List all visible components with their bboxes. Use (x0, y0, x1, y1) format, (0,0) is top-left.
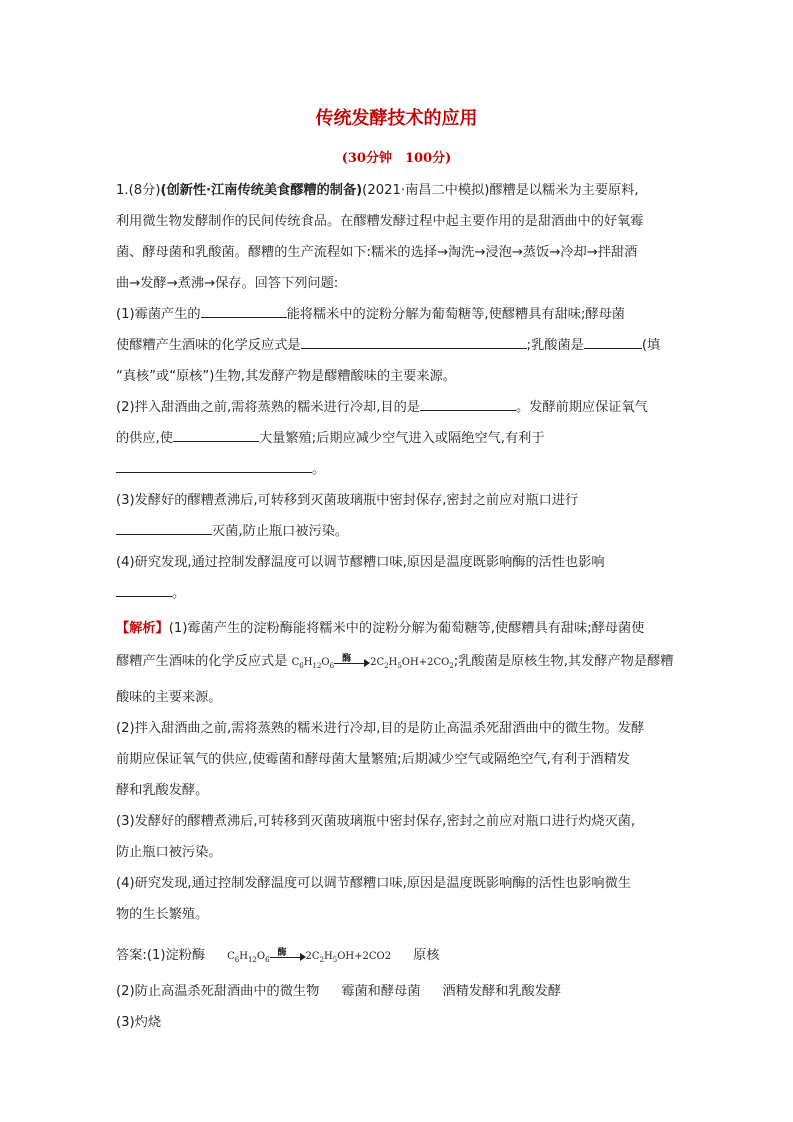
reaction-arrow-icon (270, 947, 306, 962)
question-part-3: (3)发酵好的醪糟煮沸后,可转移到灭菌玻璃瓶中密封保存,密封之前应对瓶口进行 (116, 493, 579, 508)
analysis-line: 酵和乳酸发酵。 (116, 783, 209, 798)
question-part-2 (116, 392, 678, 423)
enzyme-label: 酶 (342, 653, 352, 664)
text-span: (1)淀粉酶 (146, 948, 206, 963)
text-span: ;乳酸菌是 (526, 338, 584, 353)
text-span: (1)霉菌产生的 (116, 307, 201, 322)
answer-line: (3)灼烧 (116, 1015, 162, 1030)
text-span: 。 (172, 586, 186, 601)
analysis-line: (4)研究发现,通过控制发酵温度可以调节醪糟口味,原因是温度既影响酶的活性也影响微生 (116, 876, 631, 891)
text-span: (2)拌入甜酒曲之前,需将蒸熟的糯米进行冷却,目的是 (116, 400, 420, 415)
analysis-line: 物的生长繁殖。 (116, 907, 209, 922)
analysis-label: 【解析】 (116, 621, 169, 636)
question-tag: (创新性·江南传统美食醪糟的制备) (160, 183, 363, 198)
answer-blank (173, 427, 259, 442)
analysis-line: 前期应保证氧气的供应,使霉菌和酵母菌大量繁殖;后期减少空气或隔绝空气,有利于酒精发 (116, 752, 630, 767)
analysis-equation-line (116, 646, 678, 682)
text-span: 大量繁殖;后期应减少空气进入或隔绝空气,有利于 (258, 431, 545, 446)
answer-line (116, 940, 678, 976)
analysis-line (116, 613, 678, 644)
answer-line (116, 976, 678, 1007)
page-title: 传统发酵技术的应用 (315, 108, 478, 129)
text-span: 的供应,使 (116, 431, 173, 446)
answer-blank (301, 334, 527, 349)
text-span: (填 (641, 338, 661, 353)
text-span: 霉菌和酵母菌 (341, 984, 421, 999)
question-part-1 (116, 299, 678, 330)
question-part-4-line2 (116, 578, 678, 609)
question-intro-line: 利用微生物发酵制作的民间传统食品。在醪糟发酵过程中起主要作用的是甜酒曲中的好氧霉 (116, 214, 644, 229)
text-span: 使醪糟产生酒味的化学反应式是 (116, 338, 301, 353)
question-part-3-line2 (116, 516, 678, 547)
question-intro-line: 曲→发酵→煮沸→保存。回答下列问题: (116, 276, 339, 291)
question-part-2-line2 (116, 423, 678, 454)
answer-blank (116, 458, 312, 473)
question-part-1-line3: “真核”或“原核”)生物,其发酵产物是醪糟酸味的主要来源。 (116, 369, 456, 384)
question-source: (2021·南昌二中模拟) (362, 183, 490, 198)
analysis-line: 防止瓶口被污染。 (116, 845, 222, 860)
answer-blank (116, 582, 172, 597)
answer-blank (420, 396, 516, 411)
question-number: 1. (116, 183, 129, 198)
analysis-line: (3)发酵好的醪糟煮沸后,可转移到灭菌玻璃瓶中密封保存,密封之前应对瓶口进行灼烧灭菌, (116, 814, 636, 829)
chemical-equation: $C_6H_{12}O_6$ 酶 $2C_2H_5OH+2CO2$ (227, 941, 391, 976)
page-subtitle: (30分钟 100分) (341, 151, 452, 166)
text-span: 能将糯米中的淀粉分解为葡萄糖等,使醪糟具有甜味;酵母菌 (286, 307, 625, 322)
question-score: (8分) (128, 183, 161, 198)
text-span: 。发酵前期应保证氧气 (516, 400, 648, 415)
question-intro-line: 菌、酵母菌和乳酸菌。醪糟的生产流程如下:糯米的选择→淘洗→浸泡→蒸饭→冷却→拌甜酒 (116, 245, 638, 260)
reaction-arrow-icon (334, 653, 370, 668)
question-part-4: (4)研究发现,通过控制发酵温度可以调节醪糟口味,原因是温度既影响酶的活性也影响 (116, 555, 605, 570)
text-span: 醪糟产生酒味的化学反应式是 (116, 654, 292, 669)
question-intro-line (116, 175, 678, 206)
enzyme-label: 酶 (277, 947, 287, 958)
question-part-2-line3 (116, 454, 678, 485)
text-span: (1)霉菌产生的淀粉酶能将糯米中的淀粉分解为葡萄糖等,使醪糟具有甜味;酵母菌使 (168, 621, 645, 636)
answer-label: 答案: (116, 948, 147, 963)
answer-blank (201, 303, 287, 318)
text-span: 。 (312, 462, 326, 477)
text-span: 原核 (413, 948, 440, 963)
text-span: 灭菌,防止瓶口被污染。 (212, 524, 349, 539)
answer-blank (584, 334, 642, 349)
question-content (116, 175, 678, 1038)
text-span: ;乳酸菌是原核生物,其发酵产物是醪糟 (453, 654, 674, 669)
analysis-line: 酸味的主要来源。 (116, 690, 222, 705)
answer-blank (116, 520, 212, 535)
chemical-equation: $C_6H_{12}O_6$ 酶 $2C_2H_5OH+2CO_2$ (292, 647, 454, 682)
question-intro-text: 醪糟是以糯米为主要原料, (489, 183, 639, 198)
analysis-line: (2)拌入甜酒曲之前,需将蒸熟的糯米进行冷却,目的是防止高温杀死甜酒曲中的微生物。发酵 (116, 721, 645, 736)
text-span: 酒精发酵和乳酸发酵 (442, 984, 562, 999)
question-part-1-line2 (116, 330, 678, 361)
text-span: (2)防止高温杀死甜酒曲中的微生物 (116, 984, 320, 999)
